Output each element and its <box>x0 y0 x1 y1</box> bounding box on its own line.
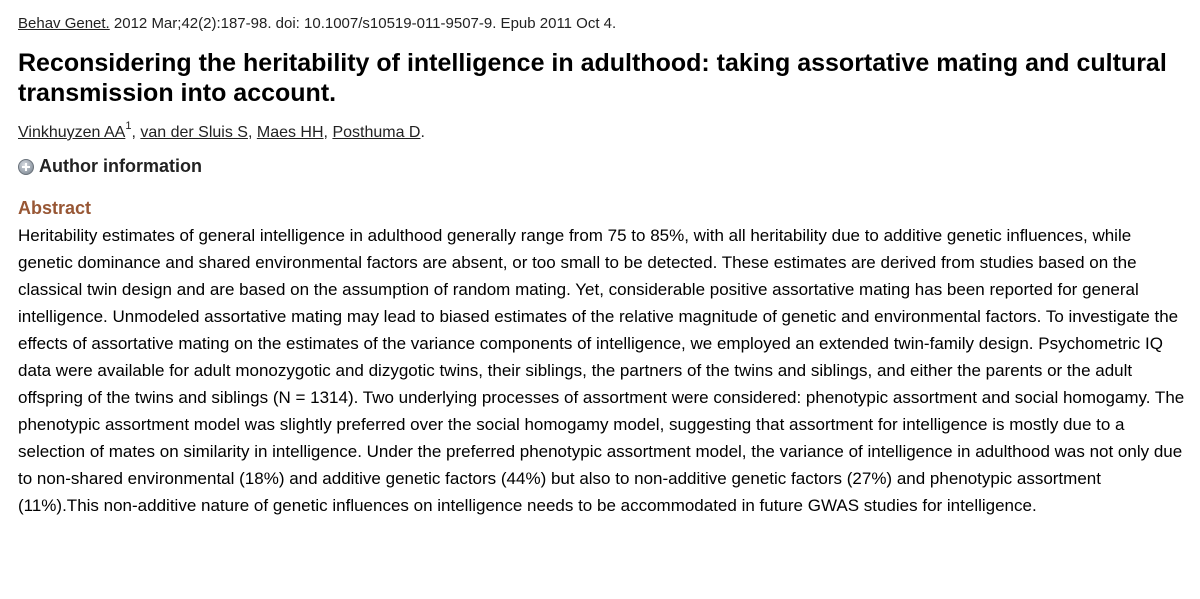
abstract-heading: Abstract <box>18 198 92 218</box>
author-list <box>18 119 1182 144</box>
author-affiliation-marker: 1 <box>125 119 132 132</box>
expand-plus-icon[interactable] <box>18 159 34 175</box>
author-link[interactable]: Maes HH <box>256 124 324 141</box>
author-link[interactable]: van der Sluis S <box>140 124 248 141</box>
author-separator: , <box>323 124 333 141</box>
journal-link[interactable]: Behav Genet. <box>18 15 110 32</box>
abstract-text: Heritability estimates of general intelligence in adulthood generally range from 75 to 85%, with all heritability due to additive genetic influences, while genetic dominance and shared environmental factors are absent, or too small to be detected. These estimates are derived from studies based on the classical twin design and are based on the assumption of random mating. Yet, considerable positive assortative mating has been reported for general intelligence. Unmodeled assortative mating may lead to biased estimates of the relative magnitude of genetic and environmental factors. To investigate the effects of assortative mating on the estimates of the variance components of intelligence, we employed an extended twin-family design. Psychometric IQ data were available for adult monozygotic and dizygotic twins, their siblings, the partners of the twins and siblings, and either the parents or the adult offspring of the twins and siblings (N = 1314). Two underlying processes of assortment were considered: phenotypic assortment and social homogamy. The phenotypic assortment model was slightly preferred over the social homogamy model, suggesting that assortment for intelligence is mostly due to a selection of mates on similarity in intelligence. Under the preferred phenotypic assortment model, the variance of intelligence in adulthood was not only due to non-shared environmental (18%) and additive genetic factors (44%) but also to non-additive genetic factors (27%) and phenotypic assortment (11%).This non-additive nature of genetic influences on intelligence needs to be accommodated in future GWAS studies for intelligence. <box>18 226 1185 515</box>
author-separator: , <box>131 124 141 141</box>
author-list-end: . <box>420 124 425 141</box>
author-information-label: Author information <box>39 156 202 176</box>
author-link[interactable]: Posthuma D <box>332 124 421 141</box>
citation-details: 2012 Mar;42(2):187-98. doi: 10.1007/s10519-011-9507-9. Epub 2011 Oct 4. <box>109 15 617 32</box>
article-title: Reconsidering the heritability of intelligence in adulthood: taking assortative mating and cultural transmission into account. <box>18 49 1167 107</box>
citation-line <box>18 14 1182 34</box>
author-information-toggle[interactable] <box>18 156 1182 177</box>
author-separator: , <box>247 124 257 141</box>
author-link[interactable]: Vinkhuyzen AA <box>18 124 126 141</box>
